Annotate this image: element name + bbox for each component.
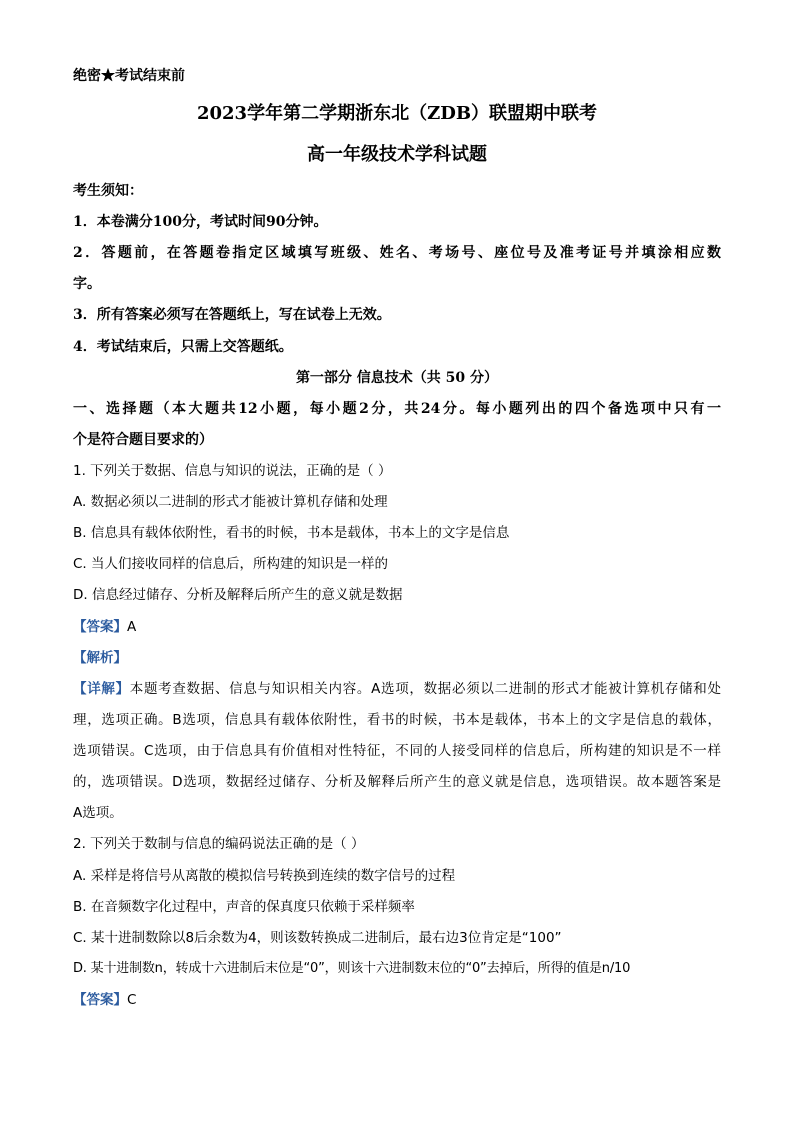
exam-title: 2023学年第二学期浙东北（ZDB）联盟期中联考 xyxy=(196,103,598,124)
answer-row xyxy=(73,617,136,637)
detail-line: 理，选项正确。B选项，信息具有载体依附性，看书的时候，书本是载体，书本上的文字是信息的载体， xyxy=(73,712,721,728)
answer-tag: 【答案】 xyxy=(73,992,127,1008)
notice-item: 字。 xyxy=(73,276,101,292)
detail-line: 的，选项错误。D选项，数据经过储存、分析及解释后所产生的意义就是信息，选项错误。故本题答案是 xyxy=(73,774,721,790)
answer-value: C xyxy=(127,992,137,1008)
question-stem: 2. 下列关于数制与信息的编码说法正确的是（ ） xyxy=(73,836,365,852)
detail-tag: 【详解】 xyxy=(73,681,130,697)
part-heading: 第一部分 信息技术（共 50 分） xyxy=(295,370,499,386)
analysis-tag: 【解析】 xyxy=(73,650,127,666)
exam-subtitle: 高一年级技术学科试题 xyxy=(307,144,487,165)
detail-line: 选项错误。C选项，由于信息具有价值相对性特征，不同的人接受同样的信息后，所构建的知识是不一样 xyxy=(73,743,721,759)
notice-heading: 考生须知： xyxy=(73,183,143,199)
question-option: A. 数据必须以二进制的形式才能被计算机存储和处理 xyxy=(73,494,388,510)
detail-line: A选项。 xyxy=(73,805,123,821)
question-stem: 1. 下列关于数据、信息与知识的说法，正确的是（ ） xyxy=(73,463,392,479)
notice-item: 1．本卷满分100分，考试时间90分钟。 xyxy=(73,214,328,230)
question-option: C. 当人们接收同样的信息后，所构建的知识是一样的 xyxy=(73,556,389,572)
question-option: A. 采样是将信号从离散的模拟信号转换到连续的数字信号的过程 xyxy=(73,868,456,884)
secret-label: 绝密★考试结束前 xyxy=(73,68,185,84)
question-option: B. 信息具有载体依附性，看书的时候，书本是载体，书本上的文字是信息 xyxy=(73,525,510,541)
answer-value: A xyxy=(127,619,137,635)
section-heading: 一、选择题（本大题共12小题，每小题2分，共24分。每小题列出的四个备选项中只有一 xyxy=(73,401,721,417)
answer-tag: 【答案】 xyxy=(73,619,127,635)
notice-item: 2．答题前，在答题卷指定区域填写班级、姓名、考场号、座位号及准考证号并填涂相应数 xyxy=(73,245,721,261)
notice-item: 4．考试结束后，只需上交答题纸。 xyxy=(73,339,293,355)
detail-text: 本题考查数据、信息与知识相关内容。A选项，数据必须以二进制的形式才能被计算机存储和处 xyxy=(129,681,722,697)
question-option: B. 在音频数字化过程中，声音的保真度只依赖于采样频率 xyxy=(73,899,415,915)
section-heading-cont: 个是符合题目要求的） xyxy=(73,432,213,448)
notice-item: 3．所有答案必须写在答题纸上，写在试卷上无效。 xyxy=(73,307,391,323)
question-option: D. 某十进制数n，转成十六进制后末位是“0”，则该十六进制数末位的“0”去掉后，所得的值是n/10 xyxy=(73,961,631,976)
question-option: C. 某十进制数除以8后余数为4，则该数转换成二进制后，最右边3位肯定是“100” xyxy=(73,930,562,946)
analysis-row xyxy=(73,648,127,668)
answer-row xyxy=(73,990,136,1010)
detail-line xyxy=(73,679,721,699)
question-option: D. 信息经过储存、分析及解释后所产生的意义就是数据 xyxy=(73,587,403,603)
